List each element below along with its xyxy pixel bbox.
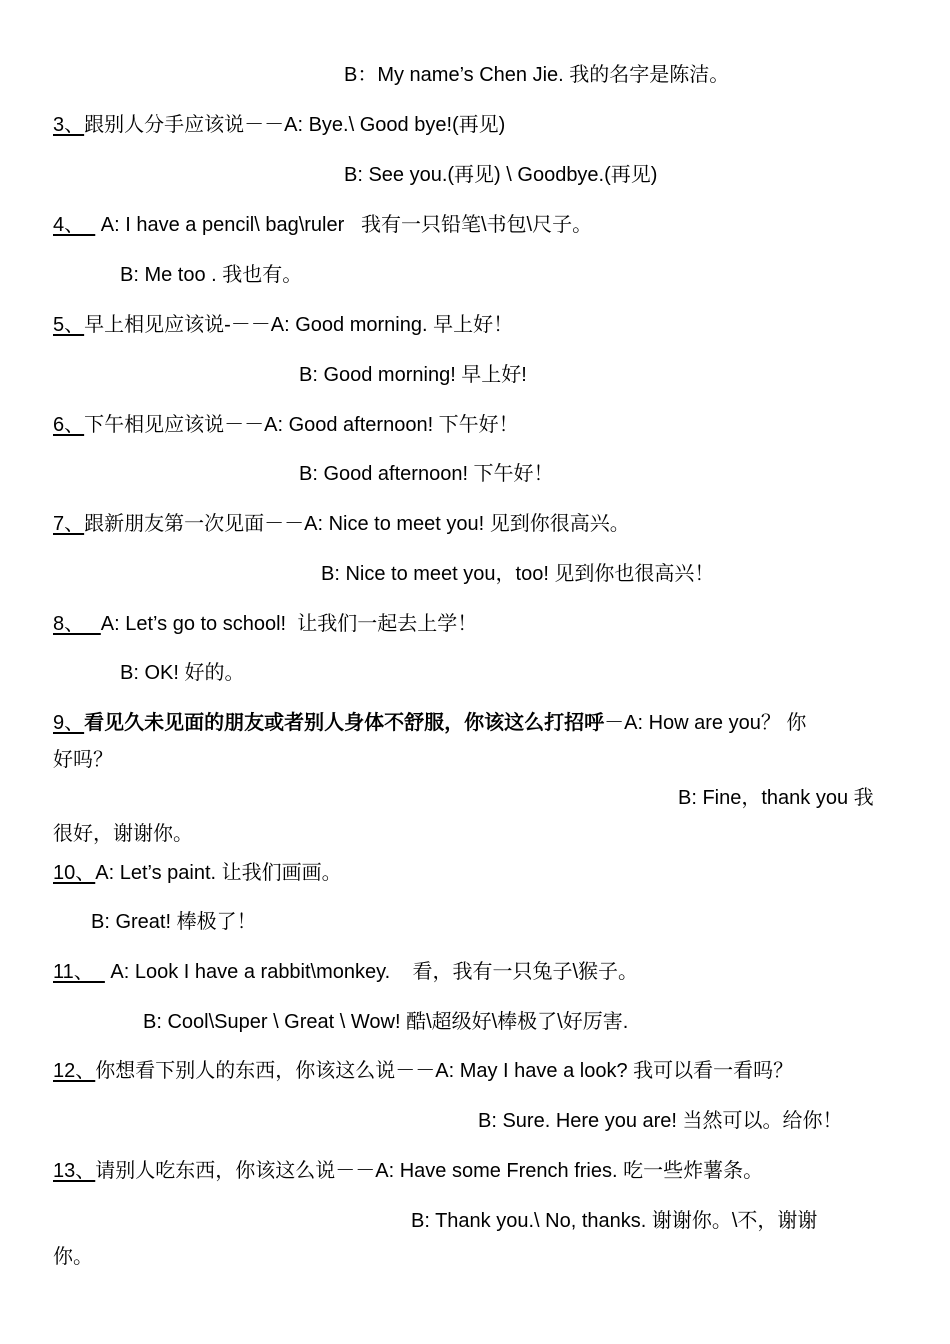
line-19: B: Great! 棒极了！ [91, 911, 257, 933]
line-3: B: See you.(再见) \ Goodbye.(再见) [344, 164, 658, 186]
line-22: 12、你想看下别人的东西，你该这么说－－A: May I have a look? 我可以看一看吗？ [53, 1060, 794, 1082]
line-6: 5、早上相见应该说-－－A: Good morning. 早上好！ [53, 314, 514, 336]
item-number: 4、 [53, 214, 96, 236]
item-number: 10、 [53, 862, 96, 884]
line-23: B: Sure. Here you are! 当然可以。给你！ [478, 1110, 843, 1132]
line-1: B：My name’s Chen Jie. 我的名字是陈洁。 [344, 64, 730, 86]
line-10: 7、跟新朋友第一次见面－－A: Nice to meet you! 见到你很高兴。 [53, 513, 630, 535]
line-18: 10、A: Let’s paint. 让我们画画。 [53, 862, 342, 884]
item-number: 7、 [53, 513, 85, 535]
item-number: 8、 [53, 613, 101, 635]
line-11: B: Nice to meet you，too! 见到你也很高兴！ [321, 563, 715, 585]
item-number: 11、 [53, 961, 105, 983]
line-9: B: Good afternoon! 下午好！ [299, 463, 554, 485]
line-5: B: Me too . 我也有。 [120, 264, 303, 286]
item-number: 9、 [53, 712, 85, 734]
item-number: 13、 [53, 1160, 96, 1182]
line-15: 好吗？ [53, 749, 113, 771]
line-8: 6、下午相见应该说－－A: Good afternoon! 下午好！ [53, 414, 519, 436]
line-17: 很好，谢谢你。 [53, 823, 193, 845]
item-number: 3、 [53, 114, 85, 136]
line-21: B: Cool\Super \ Great \ Wow! 酷\超级好\棒极了\好厉害. [143, 1011, 629, 1033]
line-24: 13、请别人吃东西，你该这么说－－A: Have some French fries. 吃一些炸薯条。 [53, 1160, 764, 1182]
item-number: 5、 [53, 314, 85, 336]
item-number: 6、 [53, 414, 85, 436]
line-14: 9、看见久未见面的朋友或者别人身体不舒服，你该这么打招呼－A: How are you？ 你 [53, 712, 807, 734]
line-16: B: Fine，thank you 我 [678, 787, 874, 809]
line-12: 8、 A: Let’s go to school! 让我们一起去上学！ [53, 613, 478, 635]
line-4: 4、 A: I have a pencil\ bag\ruler 我有一只铅笔\书包\尺子。 [53, 214, 593, 236]
line-20: 11、 A: Look I have a rabbit\monkey. 看，我有一只兔子\猴子。 [53, 961, 638, 983]
line-25: B: Thank you.\ No, thanks. 谢谢你。\不，谢谢 [411, 1210, 818, 1232]
line-7: B: Good morning! 早上好! [299, 364, 527, 386]
line-13: B: OK! 好的。 [120, 662, 245, 684]
item-number: 12、 [53, 1060, 96, 1082]
line-26: 你。 [53, 1246, 93, 1268]
line-2: 3、跟别人分手应该说－－A: Bye.\ Good bye!(再见) [53, 114, 506, 136]
